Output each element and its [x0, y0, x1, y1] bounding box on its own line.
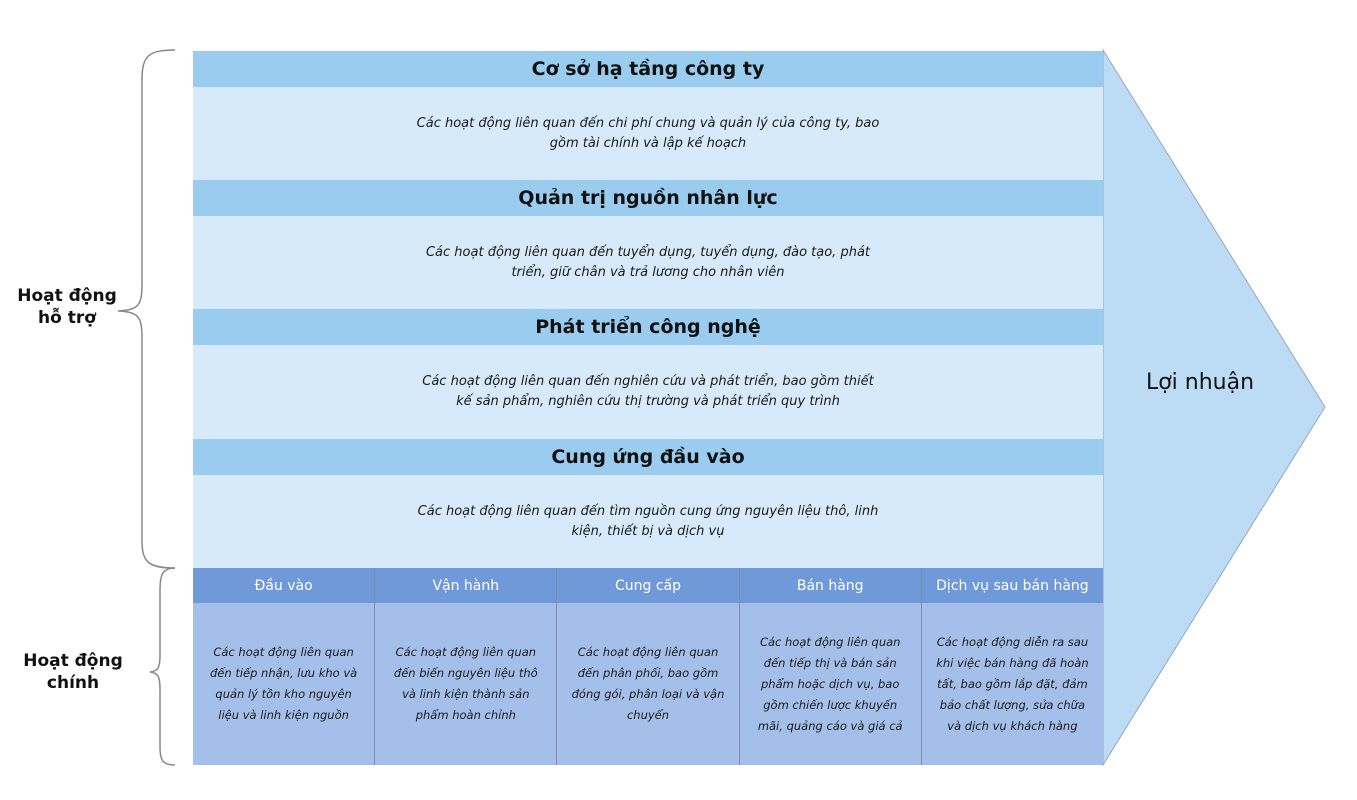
- primary-activities-label: Hoạt động chính: [23, 651, 123, 693]
- primary-activities-row: [193, 568, 1103, 765]
- primary-title: Đầu vào: [193, 568, 374, 603]
- support-block-firm-infrastructure: [193, 51, 1103, 180]
- primary-description-box: [740, 603, 921, 765]
- support-description: Các hoạt động liên quan đến nghiên cứu và phát triển, bao gồm thiết kế sản phẩm, nghiên cứu thị trường và phát triển quy trình: [422, 374, 874, 409]
- margin-arrow: [1103, 50, 1325, 765]
- support-description: Các hoạt động liên quan đến tuyển dụng, tuyển dụng, đào tạo, phát triển, giữ chân và trả lương cho nhân viên: [425, 244, 871, 280]
- primary-description-box: [375, 603, 556, 765]
- support-title: Quản trị nguồn nhân lực: [193, 180, 1103, 216]
- support-title: Phát triển công nghệ: [193, 309, 1103, 345]
- primary-description: Các hoạt động diễn ra sau khi việc bán hàng đã hoàn tất, bao gồm lắp đặt, đảm bảo chất lượng, sửa chữa và dịch vụ khách hàng: [936, 634, 1089, 733]
- support-description-box: [193, 475, 1103, 568]
- primary-description-box: [922, 603, 1103, 765]
- primary-column-inbound: [193, 568, 375, 765]
- primary-title: Bán hàng: [740, 568, 921, 603]
- support-description-box: [193, 87, 1103, 180]
- primary-column-operations: [375, 568, 557, 765]
- primary-column-outbound: [557, 568, 739, 765]
- primary-description-box: [557, 603, 738, 765]
- primary-description: Các hoạt động liên quan đến tiếp nhận, lưu kho và quản lý tồn kho nguyên liệu và linh kiện nguồn: [210, 645, 358, 722]
- support-description-box: [193, 345, 1103, 439]
- primary-column-sales: [740, 568, 922, 765]
- support-block-procurement: [193, 439, 1103, 568]
- support-description: Các hoạt động liên quan đến tìm nguồn cung ứng nguyên liệu thô, linh kiện, thiết bị và dịch vụ: [417, 503, 879, 539]
- margin-label: Lợi nhuận: [1145, 370, 1255, 395]
- primary-brace: [150, 568, 175, 765]
- primary-description: Các hoạt động liên quan đến tiếp thị và bán sản phẩm hoặc dịch vụ, bao gồm chiến lược khuyến mãi, quảng cáo và giá cả: [757, 634, 903, 733]
- primary-title: Cung cấp: [557, 568, 738, 603]
- primary-column-service: [922, 568, 1103, 765]
- primary-title: Dịch vụ sau bán hàng: [922, 568, 1103, 603]
- support-description: Các hoạt động liên quan đến chi phí chung và quản lý của công ty, bao gồm tài chính và lập kế hoạch: [416, 115, 880, 151]
- support-block-hr-management: [193, 180, 1103, 309]
- primary-title: Vận hành: [375, 568, 556, 603]
- support-title: Cơ sở hạ tầng công ty: [193, 51, 1103, 87]
- support-block-technology-development: [193, 309, 1103, 439]
- support-title: Cung ứng đầu vào: [193, 439, 1103, 475]
- primary-description-box: [193, 603, 374, 765]
- primary-description: Các hoạt động liên quan đến phân phối, bao gồm đóng gói, phân loại và vận chuyển: [571, 645, 725, 722]
- support-activities-label: Hoạt động hỗ trợ: [17, 286, 117, 328]
- support-description-box: [193, 216, 1103, 309]
- primary-description: Các hoạt động liên quan đến biến nguyên liệu thô và linh kiện thành sản phẩm hoàn chỉnh: [393, 645, 538, 722]
